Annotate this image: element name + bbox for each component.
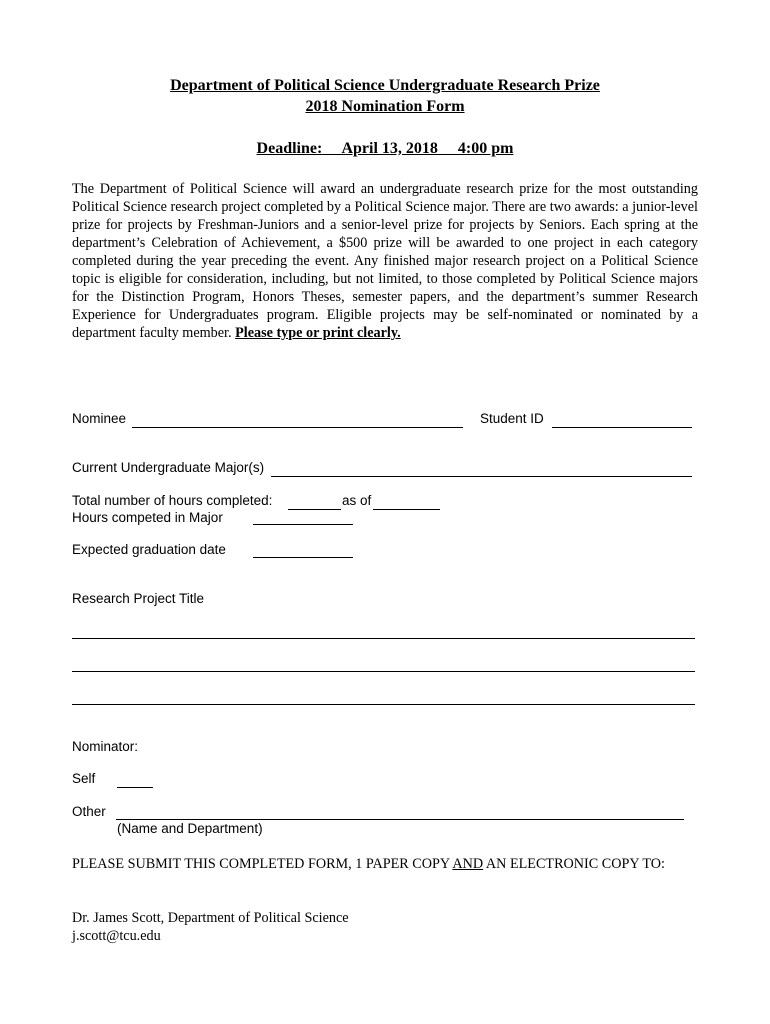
deadline-label: Deadline:: [256, 140, 323, 157]
graduation-label: Expected graduation date: [72, 542, 226, 557]
submit-post: AN ELECTRONIC COPY TO:: [483, 856, 665, 872]
deadline-line: [0, 140, 770, 158]
nominator-heading: Nominator:: [72, 739, 139, 754]
nominee-label: Nominee: [72, 411, 127, 426]
project-title-label: Research Project Title: [72, 591, 205, 606]
hours-label: Total number of hours completed:: [72, 493, 273, 508]
other-field[interactable]: [116, 819, 684, 820]
submit-instructions: [72, 855, 698, 873]
student-id-field[interactable]: [552, 427, 692, 428]
self-field[interactable]: [117, 787, 153, 788]
submit-pre: PLEASE SUBMIT THIS COMPLETED FORM, 1 PAPER COPY: [72, 856, 453, 872]
project-title-line-1[interactable]: [72, 638, 695, 639]
intro-paragraph: [72, 180, 698, 342]
major-label: Current Undergraduate Major(s): [72, 460, 265, 475]
other-hint: (Name and Department): [117, 821, 263, 836]
hours-major-field[interactable]: [253, 524, 353, 525]
deadline-time: 4:00 pm: [457, 140, 514, 157]
hours-field[interactable]: [288, 509, 341, 510]
intro-body: The Department of Political Science will award an undergraduate research prize for the most outstanding Political Science research project completed by a Political Science major. There are two awards: a junior-level prize for projects by Freshman-Juniors and a senior-level prize for projects by Seniors. Each spring at the department’s Celebration of Achievement, a $500 prize will be awarded to one project in each category completed during the year preceding the event. Any finished major research project on a Political Science topic is eligible for consideration, including, but not limited, to those completed by Political Science majors for the Distinction Program, Honors Theses, semester papers, and the department’s summer Research Experience for Undergraduates program. Eligible projects may be self-nominated or nominated by a department faculty member.: [72, 181, 698, 341]
project-title-line-3[interactable]: [72, 704, 695, 705]
major-field[interactable]: [271, 476, 692, 477]
self-label: Self: [72, 771, 96, 786]
contact-email: j.scott@tcu.edu: [72, 928, 161, 944]
hours-major-label: Hours competed in Major: [72, 510, 223, 525]
submit-and: AND: [452, 856, 484, 872]
nominee-field[interactable]: [132, 427, 463, 428]
deadline-date: April 13, 2018: [341, 140, 438, 157]
form-subtitle: 2018 Nomination Form: [305, 98, 465, 115]
graduation-field[interactable]: [253, 557, 353, 558]
form-title: Department of Political Science Undergraduate Research Prize: [170, 77, 600, 94]
contact-name: Dr. James Scott, Department of Political Science: [72, 910, 349, 926]
as-of-field[interactable]: [373, 509, 440, 510]
project-title-line-2[interactable]: [72, 671, 695, 672]
other-label: Other: [72, 804, 106, 819]
intro-emphasis: Please type or print clearly.: [235, 325, 401, 341]
as-of-label: as of: [342, 493, 372, 508]
student-id-label: Student ID: [480, 411, 544, 426]
